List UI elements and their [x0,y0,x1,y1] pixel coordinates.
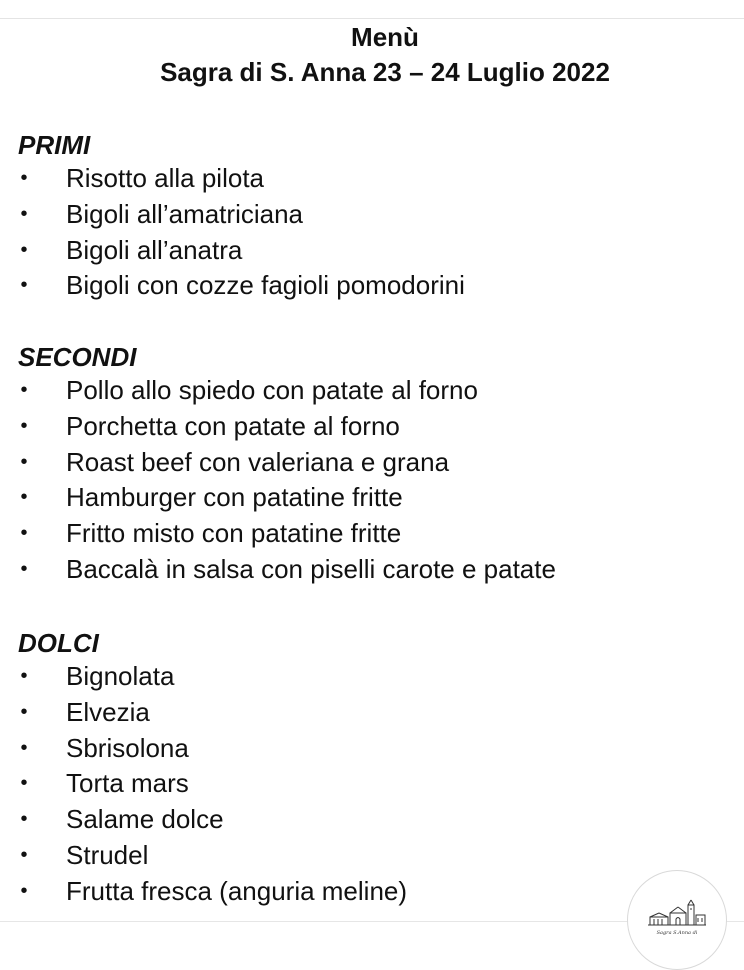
bullet-icon: • [20,414,28,437]
section-primi [18,129,718,304]
list-item [18,197,718,233]
menu-title: Menù [351,22,419,52]
church-building-logo-icon [646,899,708,939]
dish-name: Bigoli all’amatriciana [66,198,303,229]
list-item [18,802,718,838]
list-item [18,659,718,695]
list-item [18,233,718,269]
dish-name: Roast beef con valeriana e grana [66,446,450,477]
bullet-icon: • [20,274,28,297]
bullet-icon: • [20,700,28,723]
list-item [18,766,718,802]
list-item [18,874,718,910]
list-item [18,516,718,552]
bullet-icon: • [20,167,28,189]
bullet-icon: • [20,772,28,795]
list-item [18,695,718,731]
dish-name: Risotto alla pilota [66,163,264,193]
dish-name: Hamburger con patatine fritte [66,482,403,513]
dish-name: Frutta fresca (anguria meline) [66,875,408,906]
bullet-icon: • [20,238,28,261]
bullet-icon: • [20,522,28,545]
section-heading-secondi: SECONDI [18,342,137,372]
dish-name: Torta mars [66,768,189,799]
bullet-icon: • [20,879,28,902]
bullet-icon: • [20,736,28,759]
list-item [18,838,718,874]
list-item [18,480,718,516]
dish-name: Bigoli all’anatra [66,234,243,265]
bullet-icon: • [20,379,28,401]
bullet-icon: • [20,557,28,580]
list-item [18,373,718,409]
event-subtitle: Sagra di S. Anna 23 – 24 Luglio 2022 [160,57,610,87]
menu-header [0,20,744,90]
list-item [18,552,718,588]
dish-name: Fritto misto con patatine fritte [66,518,402,549]
list-item [18,161,718,197]
dish-name: Strudel [66,839,149,870]
bullet-icon: • [20,665,28,687]
bullet-icon: • [20,808,28,831]
event-logo [627,870,727,970]
logo-text: Sagra S.Anna di [656,930,698,936]
list-item [18,268,718,304]
list-item [18,445,718,481]
list-item [18,409,718,445]
dish-name: Elvezia [66,696,150,727]
section-secondi [18,341,718,588]
dish-name: Pollo allo spiedo con patate al forno [66,375,478,405]
list-item [18,731,718,767]
dish-name: Bignolata [66,661,175,691]
section-heading-primi: PRIMI [18,130,91,160]
dish-name: Bigoli con cozze fagioli pomodorini [66,270,465,301]
top-divider [0,18,744,19]
dish-name: Sbrisolona [66,732,189,763]
section-dolci [18,627,718,910]
dish-name: Porchetta con patate al forno [66,410,400,441]
bullet-icon: • [20,450,28,473]
section-heading-dolci: DOLCI [18,628,99,658]
bullet-icon: • [20,486,28,509]
dish-name: Baccalà in salsa con piselli carote e patate [66,553,556,584]
dish-name: Salame dolce [66,804,224,835]
bullet-icon: • [20,843,28,866]
bullet-icon: • [20,202,28,225]
